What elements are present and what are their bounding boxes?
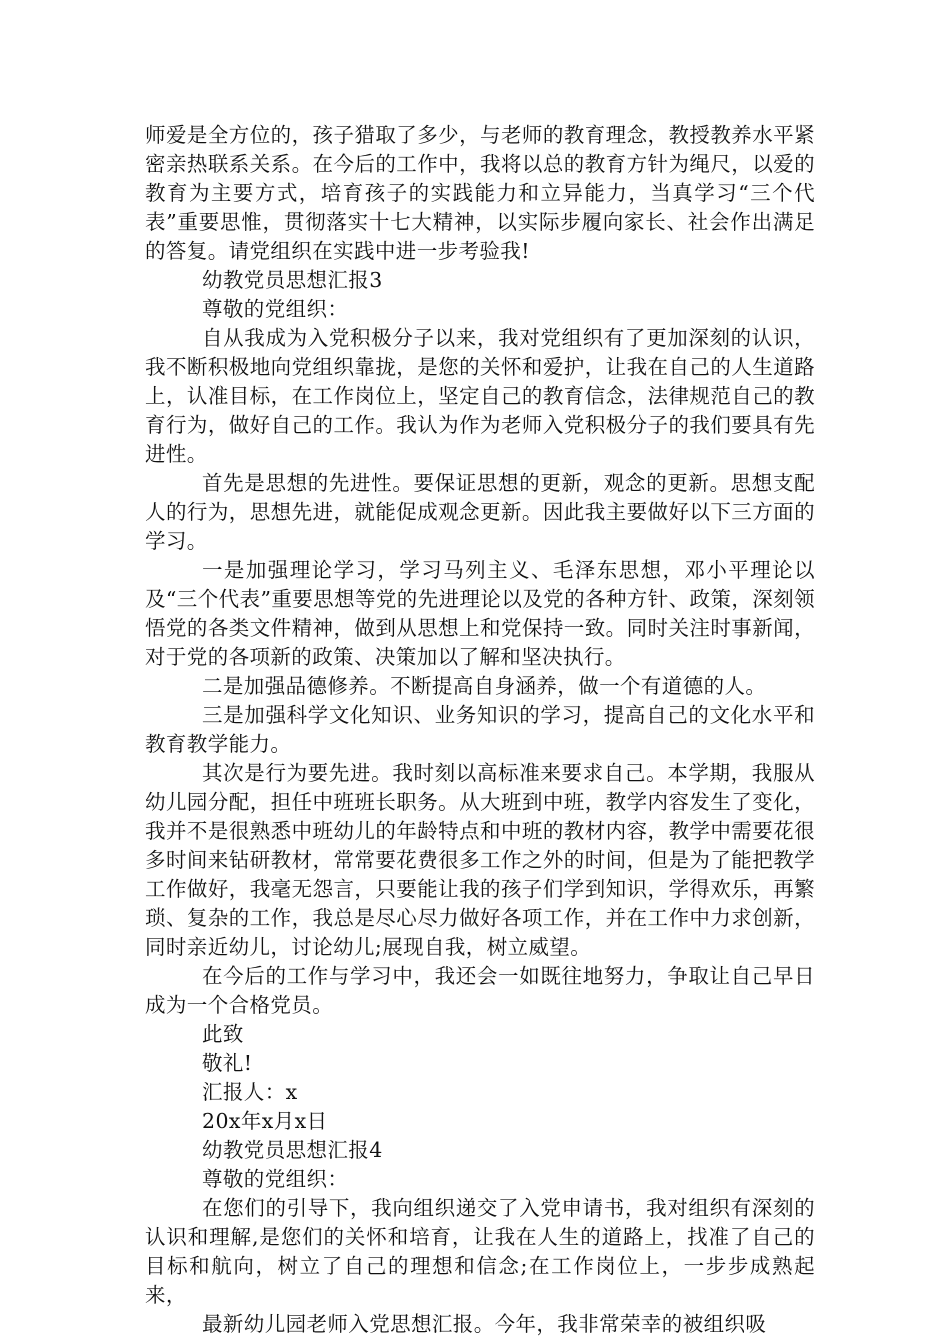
paragraph-4-2: 最新幼儿园老师入党思想汇报。今年，我非常荣幸的被组织吸 <box>202 1312 767 1336</box>
paragraph-3-6: 其次是行为要先进。我时刻以高标准来要求自己。本学期，我服从幼儿园分配，担任中班班长职务。从大班到中班，教学内容发生了变化，我并不是很熟悉中班幼儿的年龄特点和中班的教材内容，教学中需要花很多时间来钻研教材，常常要花费很多工作之外的时间，但是为了能把教学工作做好，我毫无怨言，只要能让我的孩子们学到知识，学得欢乐，再繁琐、复杂的工作，我总是尽心尽力做好各项工作，并在工作中力求创新，同时亲近幼儿，讨论幼儿;展现自我，树立威望。 <box>145 761 815 959</box>
section-heading-4: 幼教党员思想汇报4 <box>202 1138 383 1162</box>
paragraph-4-1: 在您们的引导下，我向组织递交了入党申请书，我对组织有深刻的认识和理解,是您们的关怀和培育，让我在人生的道路上，找准了自己的目标和航向，树立了自己的理想和信念;在工作岗位上，一步步成熟起来， <box>145 1196 815 1307</box>
paragraph-3-4: 二是加强品德修养。不断提高自身涵养，做一个有道德的人。 <box>202 674 767 698</box>
paragraph-3-7: 在今后的工作与学习中，我还会一如既往地努力，争取让自己早日成为一个合格党员。 <box>145 964 815 1017</box>
paragraph-3-1: 自从我成为入党积极分子以来，我对党组织有了更加深刻的认识，我不断积极地向党组织靠拢，是您的关怀和爱护，让我在自己的人生道路上，认准目标，在工作岗位上，坚定自己的教育信念，法律规范自己的教育行为，做好自己的工作。我认为作为老师入党积极分子的我们要具有先进性。 <box>145 326 815 466</box>
paragraph-3-3: 一是加强理论学习，学习马列主义、毛泽东思想，邓小平理论以及“三个代表”重要思想等党的先进理论以及党的各种方针、政策，深刻领悟党的各类文件精神，做到从思想上和党保持一致。同时关注时事新闻，对于党的各项新的政策、决策加以了解和坚决执行。 <box>145 558 815 669</box>
section-heading-3: 幼教党员思想汇报3 <box>202 268 383 292</box>
salutation-4: 尊敬的党组织： <box>202 1167 349 1191</box>
closing-jingli: 敬礼! <box>202 1051 253 1075</box>
reporter-name: 汇报人：x <box>202 1080 298 1104</box>
closing-cizhi: 此致 <box>202 1022 244 1046</box>
document-page <box>145 121 815 1339</box>
salutation-3: 尊敬的党组织： <box>202 297 349 321</box>
paragraph-3-5: 三是加强科学文化知识、业务知识的学习，提高自己的文化水平和教育教学能力。 <box>145 703 815 756</box>
paragraph-3-2: 首先是思想的先进性。要保证思想的更新，观念的更新。思想支配人的行为，思想先进，就能促成观念更新。因此我主要做好以下三方面的学习。 <box>145 471 815 553</box>
report-date: 20x年x月x日 <box>202 1109 328 1133</box>
paragraph-intro: 师爱是全方位的，孩子猎取了多少，与老师的教育理念，教授教养水平紧密亲热联系关系。在今后的工作中，我将以总的教育方针为绳尺，以爱的教育为主要方式，培育孩子的实践能力和立异能力，当真学习“三个代表”重要思惟，贯彻落实十七大精神，以实际步履向家长、社会作出满足的答复。请党组织在实践中进一步考验我! <box>145 123 815 263</box>
